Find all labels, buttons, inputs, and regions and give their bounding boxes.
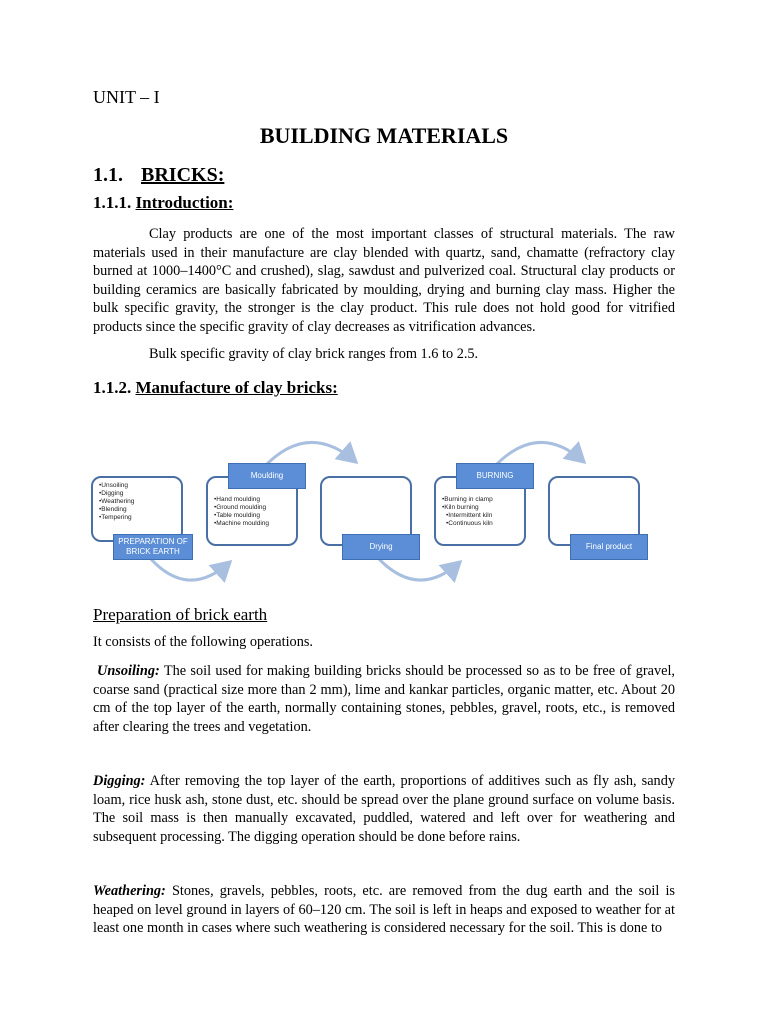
intro-label: Introduction: <box>135 193 234 212</box>
prep-item: • Digging <box>99 490 181 498</box>
moulding-item: • Hand moulding <box>214 496 296 504</box>
section-heading <box>93 164 224 187</box>
step-burning-tag: BURNING <box>456 463 534 489</box>
section-label: BRICKS: <box>141 164 225 186</box>
burning-item: • Continuous kiln <box>442 520 524 528</box>
prep-item: • Tempering <box>99 514 181 522</box>
burning-item: • Intermittent kiln <box>442 512 524 520</box>
moulding-item: • Ground moulding <box>214 504 296 512</box>
digging-paragraph <box>93 772 675 846</box>
prep-intro: It consists of the following operations. <box>93 634 313 650</box>
weathering-paragraph <box>93 882 675 938</box>
manufacture-heading <box>93 378 338 398</box>
unit-label: UNIT – I <box>93 87 160 107</box>
burning-item: • Burning in clamp <box>442 496 524 504</box>
gravity-line: Bulk specific gravity of clay brick ranges from 1.6 to 2.5. <box>149 346 479 362</box>
unsoiling-term: Unsoiling: <box>97 663 160 679</box>
page-title: BUILDING MATERIALS <box>259 123 509 148</box>
intro-heading <box>93 193 233 213</box>
manufacture-label: Manufacture of clay bricks: <box>135 378 338 397</box>
digging-text: After removing the top layer of the earth, proportions of additives such as fly ash, sandy loam, rice husk ash, stone dust, etc. should be spread over the plane ground surface on volume basis. The soil mass is then manually excavated, puddled, watered and left over for weathering and subsequent processing. The digging operation should be done before rains. <box>93 773 675 845</box>
weathering-term: Weathering: <box>93 883 166 899</box>
unsoiling-text: The soil used for making building bricks should be processed so as to be free of gravel, coarse sand (practical size more than 2 mm), lime and kankar particles, organic matter, etc. About 20 cm of the top layer of the earth, normally containing stones, pebbles, gravel, roots, etc., is removed after clearing the trees and vegetation. <box>93 663 675 735</box>
step-prep-tag: PREPARATION OF BRICK EARTH <box>113 534 193 560</box>
step-moulding-tag: Moulding <box>228 463 306 489</box>
prep-heading: Preparation of brick earth <box>93 605 268 624</box>
intro-number: 1.1.1. <box>93 193 132 212</box>
arrow-prep-to-moulding <box>150 558 230 580</box>
digging-term: Digging: <box>93 773 146 789</box>
moulding-item: • Machine moulding <box>214 520 296 528</box>
prep-item: • Blending <box>99 506 181 514</box>
unsoiling-paragraph <box>93 662 675 736</box>
intro-paragraph: Clay products are one of the most important classes of structural materials. The raw materials used in their manufacture are clay blended with quartz, sand, chamatte (refractory clay burned at 1000–1400°C and crushed), slag, sawdust and pulverized coal. Structural clay products or building ceramics are basically fabricated by moulding, drying and burning clay mass. Higher the bulk specific gravity, the stronger is the clay product. This rule does not hold good for vitrified products since the specific gravity of clay decreases as vitrification advances. <box>93 226 675 335</box>
manufacture-process-diagram <box>88 430 663 595</box>
step-final-tag: Final product <box>570 534 648 560</box>
prep-item: • Unsoiling <box>99 482 181 490</box>
step-prep-box <box>91 476 183 542</box>
moulding-item: • Table moulding <box>214 512 296 520</box>
weathering-text: Stones, gravels, pebbles, roots, etc. are removed from the dug earth and the soil is heaped on level ground in layers of 60–120 cm. The soil is left in heaps and exposed to weather for at least one month in cases where such weathering is considered necessary for the soil. This is done to <box>93 883 675 937</box>
burning-item: • Kiln burning <box>442 504 524 512</box>
section-number: 1.1. <box>93 164 123 186</box>
step-drying-tag: Drying <box>342 534 420 560</box>
prep-item: • Weathering <box>99 498 181 506</box>
manufacture-number: 1.1.2. <box>93 378 132 397</box>
arrow-drying-to-burning <box>378 558 460 580</box>
